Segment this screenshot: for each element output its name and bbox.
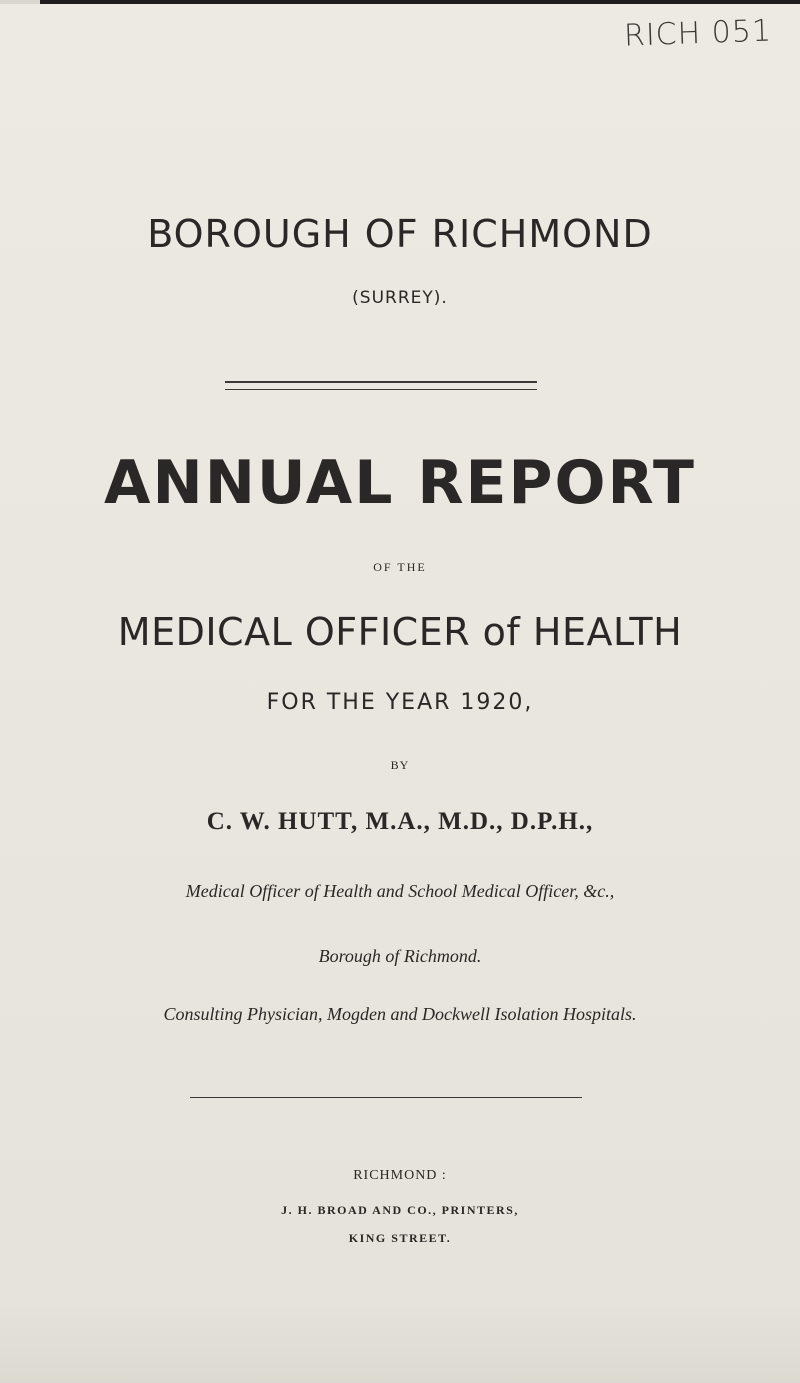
imprint-street: KING STREET. [348, 1231, 452, 1245]
report-subject: MEDICAL OFFICER of HEALTH [117, 610, 683, 654]
report-year: FOR THE YEAR 1920, [266, 690, 534, 715]
double-rule-divider [225, 381, 537, 390]
by-label: BY [390, 758, 410, 772]
paper-shading [0, 1303, 800, 1383]
single-rule-divider [190, 1097, 582, 1098]
author-name: C. W. HUTT, M.A., M.D., D.P.H., [206, 808, 594, 835]
archive-reference-mark: RICH 051 [623, 13, 773, 54]
imprint-printer: J. H. BROAD AND CO., PRINTERS, [281, 1203, 519, 1217]
top-edge-bar [0, 0, 800, 4]
borough-heading: BOROUGH OF RICHMOND [147, 212, 653, 256]
report-title: ANNUAL REPORT [104, 448, 696, 518]
author-role: Medical Officer of Health and School Medical Officer, &c., [185, 881, 615, 901]
imprint-city: RICHMOND : [353, 1168, 447, 1183]
author-consulting-role: Consulting Physician, Mogden and Dockwell Isolation Hospitals. [163, 1004, 637, 1024]
author-borough: Borough of Richmond. [318, 946, 482, 966]
of-the-label: OF THE [373, 560, 427, 574]
top-edge-tear [0, 0, 40, 4]
county-label: (SURREY). [352, 288, 448, 308]
